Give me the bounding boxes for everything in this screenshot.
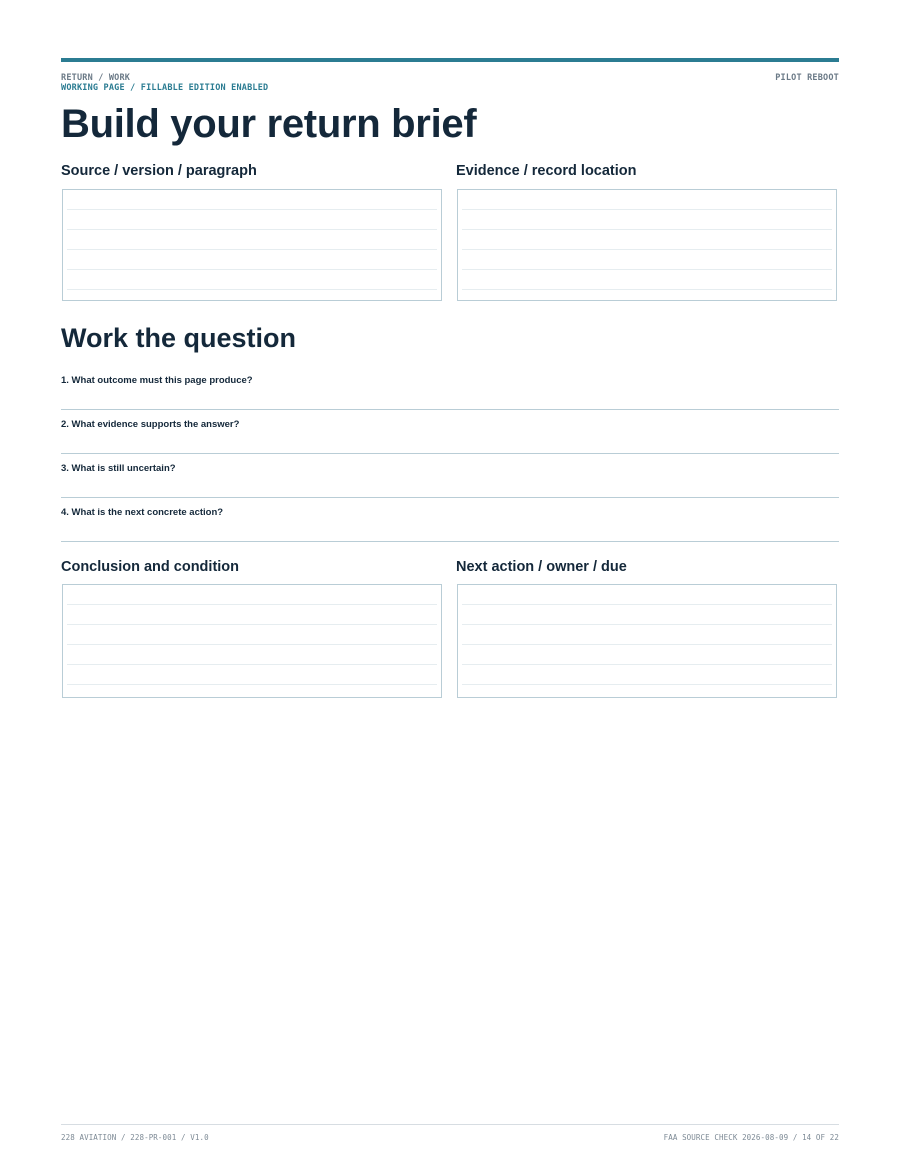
evidence-field-label: Evidence / record location bbox=[456, 163, 637, 179]
section-title: Work the question bbox=[61, 323, 297, 353]
ruled-line bbox=[462, 229, 832, 230]
answer-line[interactable] bbox=[61, 541, 839, 542]
ruled-line bbox=[67, 209, 437, 210]
header-accent-rule bbox=[61, 58, 839, 62]
ruled-line bbox=[67, 664, 437, 665]
question-row bbox=[61, 463, 839, 507]
ruled-line bbox=[462, 289, 832, 290]
ruled-line bbox=[462, 664, 832, 665]
ruled-line bbox=[67, 604, 437, 605]
answer-line[interactable] bbox=[61, 409, 839, 410]
question-text: 4. What is the next concrete action? bbox=[61, 507, 224, 518]
breadcrumb: RETURN / WORK bbox=[61, 73, 131, 83]
ruled-line bbox=[462, 604, 832, 605]
next-action-field-box[interactable] bbox=[457, 584, 837, 698]
page-subtitle: WORKING PAGE / FILLABLE EDITION ENABLED bbox=[61, 83, 269, 93]
ruled-line bbox=[67, 269, 437, 270]
next-action-field-label: Next action / owner / due bbox=[456, 559, 627, 575]
question-text: 1. What outcome must this page produce? bbox=[61, 375, 253, 386]
footer-document-id: 228 AVIATION / 228-PR-001 / V1.0 bbox=[61, 1133, 209, 1142]
question-row bbox=[61, 419, 839, 463]
source-field-label: Source / version / paragraph bbox=[61, 163, 257, 179]
ruled-line bbox=[462, 249, 832, 250]
source-field-box[interactable] bbox=[62, 189, 442, 301]
header-eyebrow bbox=[61, 73, 268, 93]
question-text: 3. What is still uncertain? bbox=[61, 463, 176, 474]
question-row bbox=[61, 507, 839, 551]
ruled-line bbox=[67, 289, 437, 290]
ruled-line bbox=[462, 269, 832, 270]
ruled-line bbox=[67, 624, 437, 625]
ruled-line bbox=[67, 249, 437, 250]
conclusion-field-label: Conclusion and condition bbox=[61, 559, 240, 575]
answer-line[interactable] bbox=[61, 453, 839, 454]
ruled-line bbox=[67, 684, 437, 685]
conclusion-field-box[interactable] bbox=[62, 584, 442, 698]
ruled-line bbox=[462, 644, 832, 645]
pilot-tag: PILOT REBOOT bbox=[775, 73, 839, 83]
page-title: Build your return brief bbox=[61, 102, 477, 146]
evidence-field-box[interactable] bbox=[457, 189, 837, 301]
ruled-line bbox=[67, 229, 437, 230]
answer-line[interactable] bbox=[61, 497, 839, 498]
ruled-line bbox=[462, 684, 832, 685]
footer-rule bbox=[61, 1124, 839, 1125]
question-row bbox=[61, 375, 839, 419]
ruled-line bbox=[462, 209, 832, 210]
footer-page-info: FAA SOURCE CHECK 2026-08-09 / 14 OF 22 bbox=[663, 1133, 839, 1142]
ruled-line bbox=[67, 644, 437, 645]
question-text: 2. What evidence supports the answer? bbox=[61, 419, 240, 430]
ruled-line bbox=[462, 624, 832, 625]
